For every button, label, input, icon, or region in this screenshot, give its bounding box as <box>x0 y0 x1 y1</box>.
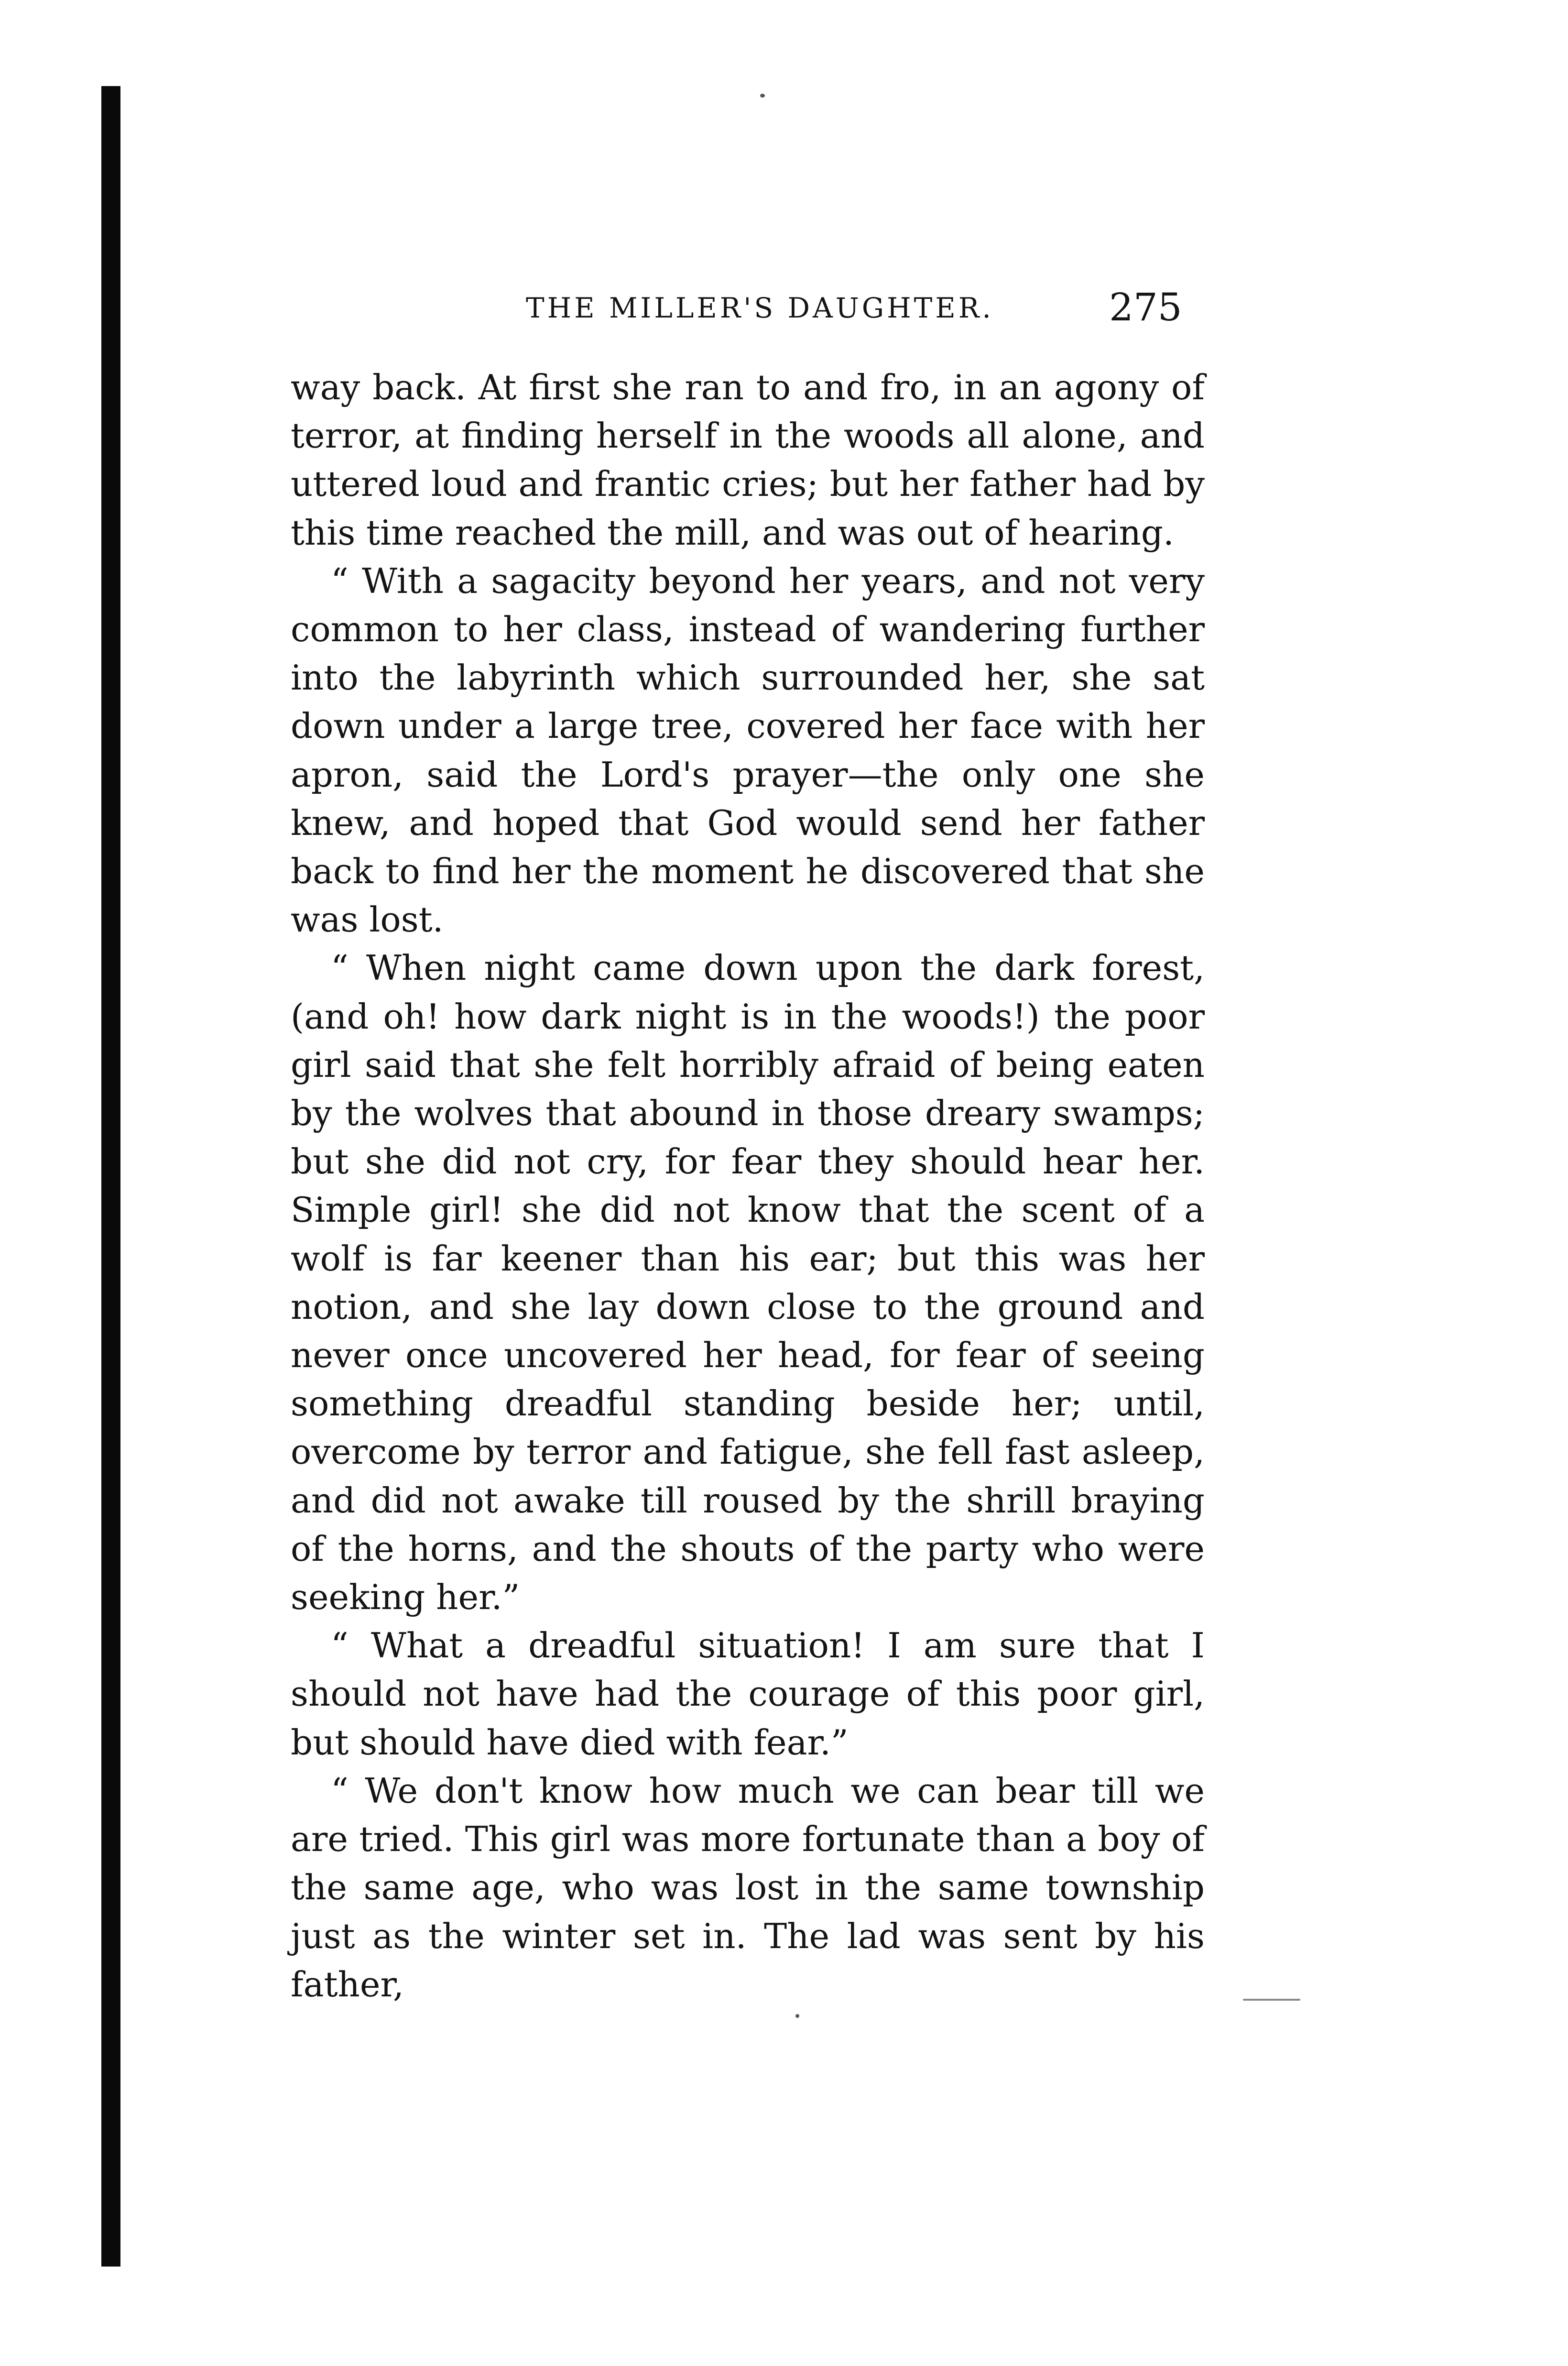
paragraph: way back. At first she ran to and fro, in an agony of terror, at finding herself in the woods all alone, and uttered loud and frantic cries; but her father had by this time reached the mill, and was out of hearing. <box>291 367 1205 553</box>
page-number: 275 <box>1109 285 1182 329</box>
binding-edge <box>101 86 120 2267</box>
paragraph: “ We don't know how much we can bear till we are tried. This girl was more fortunate than a boy of the same age, who was lost in the same township just as the winter set in. The lad was sent by his father, <box>291 1770 1205 2005</box>
paragraph: “ When night came down upon the dark forest, (and oh! how dark night is in the woods!) the poor girl said that she felt horribly afraid of being eaten by the wolves that abound in those dreary swamps; but she did not cry, for fear they should hear her. Simple girl! she did not know that the scent of a wolf is far keener than his ear; but this was her notion, and she lay down close to the ground and never once uncovered her head, for fear of seeing something dreadful standing beside her; until, overcome by terror and fatigue, she fell fast asleep, and did not awake till roused by the shrill braying of the horns, and the shouts of the party who were seeking her.” <box>291 948 1205 1618</box>
print-speck <box>760 94 765 98</box>
running-title: THE MILLER'S DAUGHTER. <box>526 292 994 324</box>
print-speck <box>1243 1999 1300 2001</box>
paragraph: “ What a dreadful situation! I am sure that I should not have had the courage of this poor girl, but should have died with fear.” <box>291 1625 1205 1763</box>
body-text <box>291 363 1205 2009</box>
running-header <box>287 285 1243 333</box>
paragraph: “ With a sagacity beyond her years, and not very common to her class, instead of wandering further into the labyrinth which surrounded her, she sat down under a large tree, covered her face with her apron, said the Lord's prayer—the only one she knew, and hoped that God would send her father back to find her the moment he discovered that she was lost. <box>291 560 1205 940</box>
print-speck <box>795 2014 799 2018</box>
